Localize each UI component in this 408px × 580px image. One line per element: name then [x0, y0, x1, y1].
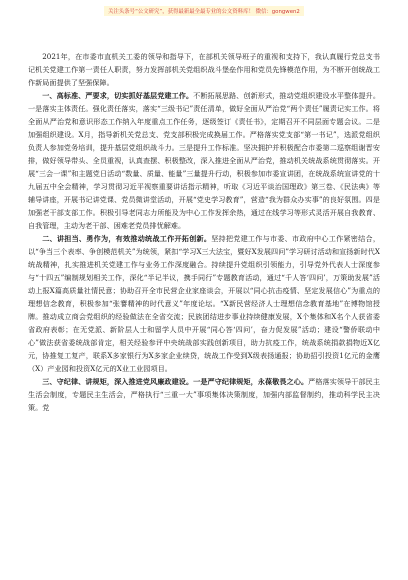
section-three-heading: 三、守纪律、讲规矩，深入推进党风廉政建设。一是严守纪律规矩，永葆敬畏之心。 — [42, 377, 309, 386]
top-banner — [28, 4, 380, 18]
section-two-heading: 二、讲担当、勇作为，有效推动统战工作开拓创新。 — [42, 234, 212, 243]
section-one-text: 不断拓展思路、创新形式，推动党组织建设水平整体提升。一是落实主体责任。强化责任落实，落实“三级书记”责任清单，做好全面从严治党“两个责任”履责记实工作。将全面从严治党和意识形态工作纳入年度重点工作任务，逐级签订《责任书》，定期召开不同层面专题会议。二是加强组织建设。X月，指导新机关党总支、党支部积极完成换届工作。严格落实党支部“第一书记”，选派党组织负责人参加党务培训，提升基层党组织战斗力。三是提升工作标准。坚决拥护并积极配合市委第二巡察组谢晋安排，做好领导带头、全员重视，认真查摆、积极整改，深入推进全面从严治党，推动机关统战系统贯彻落实。开展“三会一课”和主题党日活动“数量、质量、能量”三量提升行动，积极参加市委宣讲团，在统战系统宣讲党的十九届五中全会精神，学习贯彻习近平视察重要讲话指示精神，听取《习近平谈治国理政》第三卷、《民法典》等辅导讲座，开展书记讲党课、党员微讲堂活动，开展“党史学习教育”，营造“我为群众办实事”的良好氛围。四是加强老干部支部工作。积极引导老同志力所能及为中心工作发挥余热，通过在线学习等形式灵活开展自我教育、自我管理，主动为老干部、困难老党员排忧解难。 — [28, 91, 380, 230]
section-three-paragraph — [28, 375, 380, 414]
section-two-paragraph — [28, 232, 380, 375]
intro-paragraph — [28, 50, 380, 89]
section-one-paragraph — [28, 89, 380, 232]
banner-text: 关注头条号“公文研究”，获得最新最全最专业的公文资料库！ 微信：gongwen2 — [104, 6, 304, 16]
section-two-text: 坚持把党建工作与市委、市政府中心工作紧密结合，以“争当三个表率、争创模范机关”为统领，紧扣“学习X三大法宝，暨好X发展四问”学习研讨活动和宣扬新时代X统战精神，扎实推进机关党建工作与业务工作深度融合。持续提升党组织引领能力，引导党外代表人士深度参与“十四五”编制规划相关工作，深化“半记半议，携手同行”专题教育活动，通过“千人答‘四问’，万策助发展”活动上报X篇高质量社情民意；协助召开全市民营企业家座谈会，开展以“同心抗击疫情、坚定发展信心”为重点的理想信念教育，积极参加“张謇精神的时代意义”年度论坛。“X新民营经济人士理想信念教育基地”在博物馆授牌。推动成立商会党组织的经验做法在全省交流；民族团结进步事业持续健康发展，X个集体和X名个人获省委省政府表彰；在无党派、新阶层人士和留学人员中开展“同心答‘四问’，奋力促发展”活动；建设“警侨联动中心”做法获省委统战部肯定，相关经验参评中央统战部实践创新项目，助力抗疫工作，统战系统捐款捐物近X亿元，协推复工复产，联系X多家银行为X多家企业续贷，统战工作受到X级表扬通报；协助招引投资1亿元的金鹰（X）产业园和投资X亿元的X业工业园项目。 — [28, 234, 380, 373]
intro-text: 2021年，在市委市直机关工委的领导和指导下，在部机关领导班子的重视和支持下，我认真履行党总支书记机关党建工作第一责任人职责，努力发挥部机关党组织战斗堡垒作用和党员先锋模范作用，为不断开创统战工作新局面提供了坚强保障。 — [28, 52, 380, 87]
section-three-text: 严格落实领导干部民主生活会制度，专题民主生活会，严格执行“三重一大”事项集体决策制度，加强内部监督制约，推动科学民主决策。党 — [28, 377, 380, 412]
section-one-heading: 一、高标准、严要求，切实抓好基层党建工作。 — [42, 91, 194, 100]
